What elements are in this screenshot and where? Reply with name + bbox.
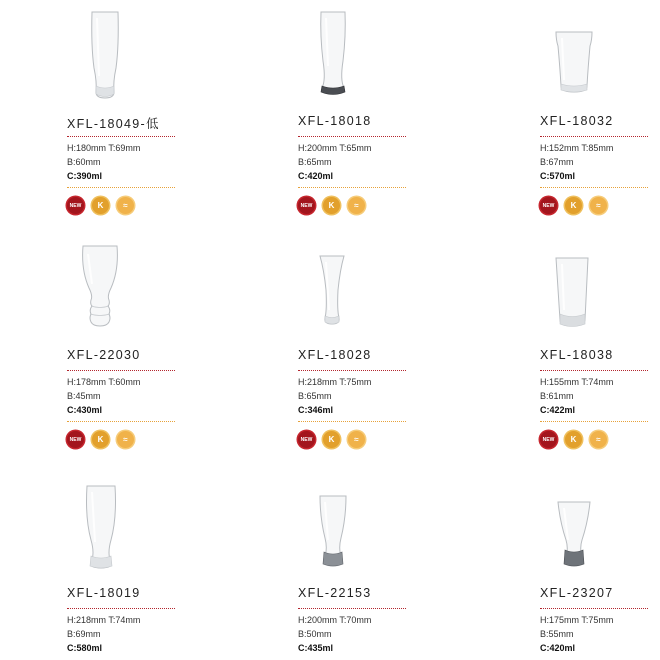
product-card[interactable] [298,6,406,210]
height-top-spec: H:152mm T:85mm [540,143,614,153]
k-badge-icon: K [565,431,582,448]
base-spec: B:65mm [298,157,332,167]
sc-badge-icon: ≈ [590,431,607,448]
divider [298,421,406,422]
ipa-glass-icon [67,240,175,340]
sc-badge-icon: ≈ [117,431,134,448]
divider [298,608,406,609]
sc-badge-icon: ≈ [348,197,365,214]
badge-row [540,197,607,214]
capacity-spec: C:570ml [540,171,576,181]
capacity-spec: C:430ml [67,405,103,415]
divider [540,421,648,422]
divider [540,370,648,371]
height-top-spec: H:155mm T:74mm [540,377,614,387]
product-card[interactable] [67,240,175,444]
height-top-spec: H:200mm T:65mm [298,143,372,153]
product-card[interactable] [67,478,175,653]
divider [540,608,648,609]
product-card[interactable] [540,6,648,210]
divider [540,187,648,188]
pilsner-glass-icon [67,6,175,106]
divider [540,136,648,137]
k-badge-icon: K [565,197,582,214]
height-top-spec: H:200mm T:70mm [298,615,372,625]
badge-row [298,197,365,214]
product-code: XFL-22030 [67,348,141,362]
base-spec: B:45mm [67,391,101,401]
capacity-spec: C:390ml [67,171,103,181]
weizen-glass-dark-base-icon [298,6,406,106]
product-card[interactable] [298,240,406,444]
capacity-spec: C:580ml [67,643,103,653]
capacity-spec: C:420ml [298,171,334,181]
height-top-spec: H:218mm T:75mm [298,377,372,387]
new-badge-icon: NEW [67,197,84,214]
sc-badge-icon: ≈ [117,197,134,214]
height-top-spec: H:180mm T:69mm [67,143,141,153]
product-code: XFL-18028 [298,348,372,362]
divider [67,136,175,137]
k-badge-icon: K [323,431,340,448]
product-code: XFL-18038 [540,348,614,362]
sc-badge-icon: ≈ [590,197,607,214]
new-badge-icon: NEW [540,197,557,214]
height-top-spec: H:178mm T:60mm [67,377,141,387]
tumbler-glass-icon [540,240,648,340]
product-code: XFL-18018 [298,114,372,128]
nonic-glass-icon [540,6,648,106]
capacity-spec: C:422ml [540,405,576,415]
new-badge-icon: NEW [67,431,84,448]
height-top-spec: H:175mm T:75mm [540,615,614,625]
divider [67,187,175,188]
pilsner-heavy-base-icon [298,478,406,578]
base-spec: B:65mm [298,391,332,401]
product-code: XFL-22153 [298,586,372,600]
badge-row [540,431,607,448]
product-card[interactable] [298,478,406,653]
weizen-glass-icon [67,478,175,578]
product-code: XFL-18019 [67,586,141,600]
base-spec: B:60mm [67,157,101,167]
pilsner-heavy-base-icon [540,478,648,578]
new-badge-icon: NEW [540,431,557,448]
new-badge-icon: NEW [298,431,315,448]
height-top-spec: H:218mm T:74mm [67,615,141,625]
base-spec: B:67mm [540,157,574,167]
divider [298,370,406,371]
base-spec: B:69mm [67,629,101,639]
new-badge-icon: NEW [298,197,315,214]
badge-row [67,431,134,448]
sc-badge-icon: ≈ [348,431,365,448]
k-badge-icon: K [92,431,109,448]
product-card[interactable] [67,6,175,210]
base-spec: B:55mm [540,629,574,639]
base-spec: B:50mm [298,629,332,639]
capacity-spec: C:435ml [298,643,334,653]
product-code: XFL-18032 [540,114,614,128]
product-code: XFL-23207 [540,586,614,600]
k-badge-icon: K [92,197,109,214]
divider [298,136,406,137]
badge-row [298,431,365,448]
badge-row [67,197,134,214]
divider [67,608,175,609]
product-card[interactable] [540,478,648,653]
tall-flute-glass-icon [298,240,406,340]
product-card[interactable] [540,240,648,444]
product-code: XFL-18049-低 [67,117,160,131]
capacity-spec: C:346ml [298,405,334,415]
divider [67,370,175,371]
base-spec: B:61mm [540,391,574,401]
divider [67,421,175,422]
capacity-spec: C:420ml [540,643,576,653]
divider [298,187,406,188]
k-badge-icon: K [323,197,340,214]
